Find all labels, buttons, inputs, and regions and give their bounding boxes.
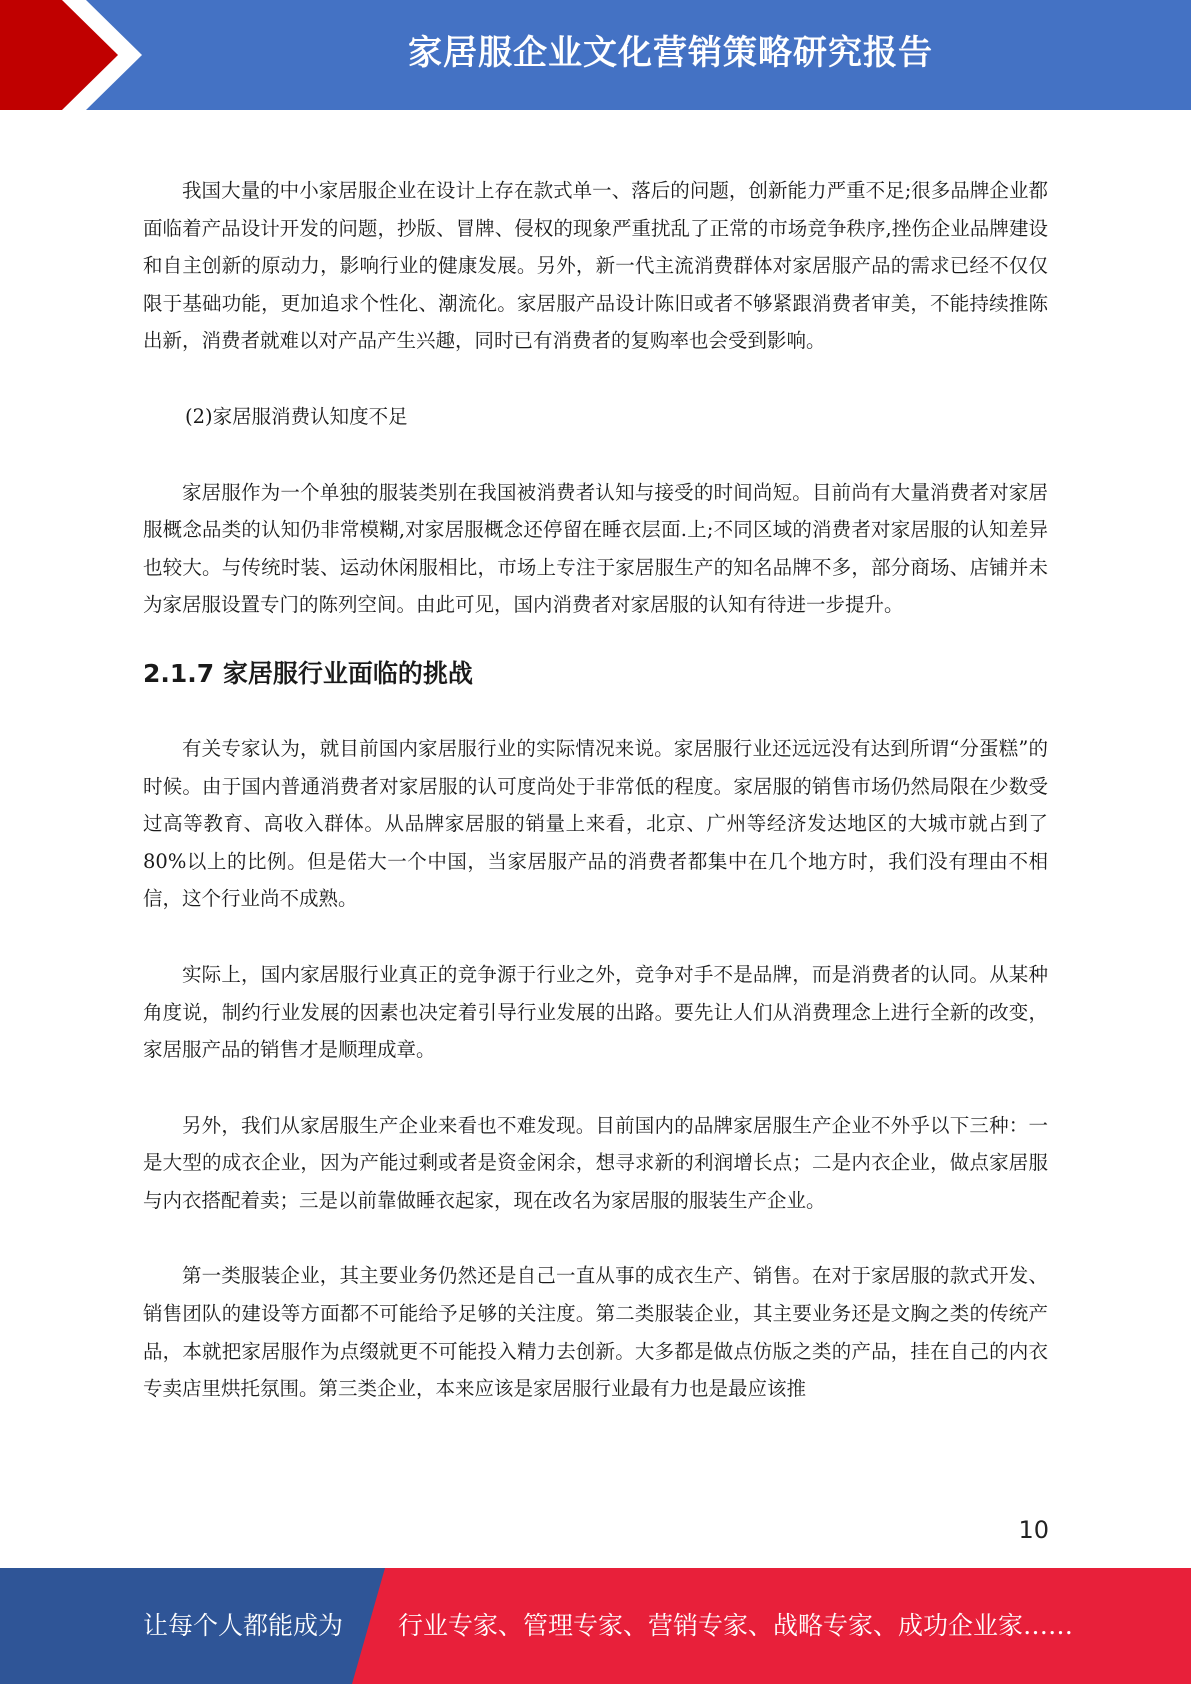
header-chevron-decoration xyxy=(0,0,160,110)
page-number: 10 xyxy=(1018,1516,1049,1544)
paragraph: 有关专家认为，就目前国内家居服行业的实际情况来说。家居服行业还远远没有达到所谓“分蛋糕”的时候。由于国内普通消费者对家居服的认可度尚处于非常低的程度。家居服的销售市场仍然局限在少数受过高等教育、高收入群体。从品牌家居服的销量上来看，北京、广州等经济发达地区的大城市就占到了 80%以上的比例。但是偌大一个中国，当家居服产品的消费者都集中在几个地方时，我们没有理由不相信，这个行业尚不成熟。 xyxy=(143,736,1048,911)
paragraph: 另外，我们从家居服生产企业来看也不难发现。目前国内的品牌家居服生产企业不外乎以下三种：一是大型的成衣企业，因为产能过剩或者是资金闲余，想寻求新的利润增长点；二是内衣企业，做点家居服与内衣搭配着卖；三是以前靠做睡衣起家，现在改名为家居服的服装生产企业。 xyxy=(143,1113,1048,1212)
paragraph: 家居服作为一个单独的服装类别在我国被消费者认知与接受的时间尚短。目前尚有大量消费者对家居服概念品类的认知仍非常模糊,对家居服概念还停留在睡衣层面.上;不同区域的消费者对家居服的认知差异也较大。与传统时装、运动休闲服相比，市场上专注于家居服生产的知名品牌不多，部分商场、店铺并未为家居服设置专门的陈列空间。由此可见，国内消费者对家居服的认知有待进一步提升。 xyxy=(143,480,1048,617)
paragraph: 第一类服装企业，其主要业务仍然还是自己一直从事的成衣生产、销售。在对于家居服的款式开发、销售团队的建设等方面都不可能给予足够的关注度。第二类服装企业，其主要业务还是文胸之类的传统产品，本就把家居服作为点缀就更不可能投入精力去创新。大多都是做点仿版之类的产品，挂在自己的内衣专卖店里烘托氛围。第三类企业，本来应该是家居服行业最有力也是最应该推 xyxy=(143,1264,1048,1401)
document-title: 家居服企业文化营销策略研究报告 xyxy=(408,33,933,73)
paragraph: 实际上，国内家居服行业真正的竞争源于行业之外，竞争对手不是品牌，而是消费者的认同。从某种角度说，制约行业发展的因素也决定着引导行业发展的出路。要先让人们从消费理念上进行全新的改变，家居服产品的销售才是顺理成章。 xyxy=(143,962,1048,1062)
paragraph: 我国大量的中小家居服企业在设计上存在款式单一、落后的问题，创新能力严重不足;很多品牌企业都面临着产品设计开发的问题，抄版、冒牌、侵权的现象严重扰乱了正常的市场竞争秩序,挫伤企业品牌建设和自主创新的原动力，影响行业的健康发展。另外，新一代主流消费群体对家居服产品的需求已经不仅仅限于基础功能，更加追求个性化、潮流化。家居服产品设计陈旧或者不够紧跟消费者审美，不能持续推陈出新，消费者就难以对产品产生兴趣，同时已有消费者的复购率也会受到影响。 xyxy=(143,179,1048,353)
subheading: (2)家居服消费认知度不足 xyxy=(185,404,408,428)
footer-slogan-right: 行业专家、管理专家、营销专家、战略专家、成功企业家…… xyxy=(398,1611,1074,1640)
header-band xyxy=(0,0,1191,110)
page-content xyxy=(143,172,1048,1408)
section-heading: 2.1.7 家居服行业面临的挑战 xyxy=(143,658,473,688)
footer-slogan-left: 让每个人都能成为 xyxy=(143,1611,344,1640)
footer-band xyxy=(0,1568,1191,1684)
